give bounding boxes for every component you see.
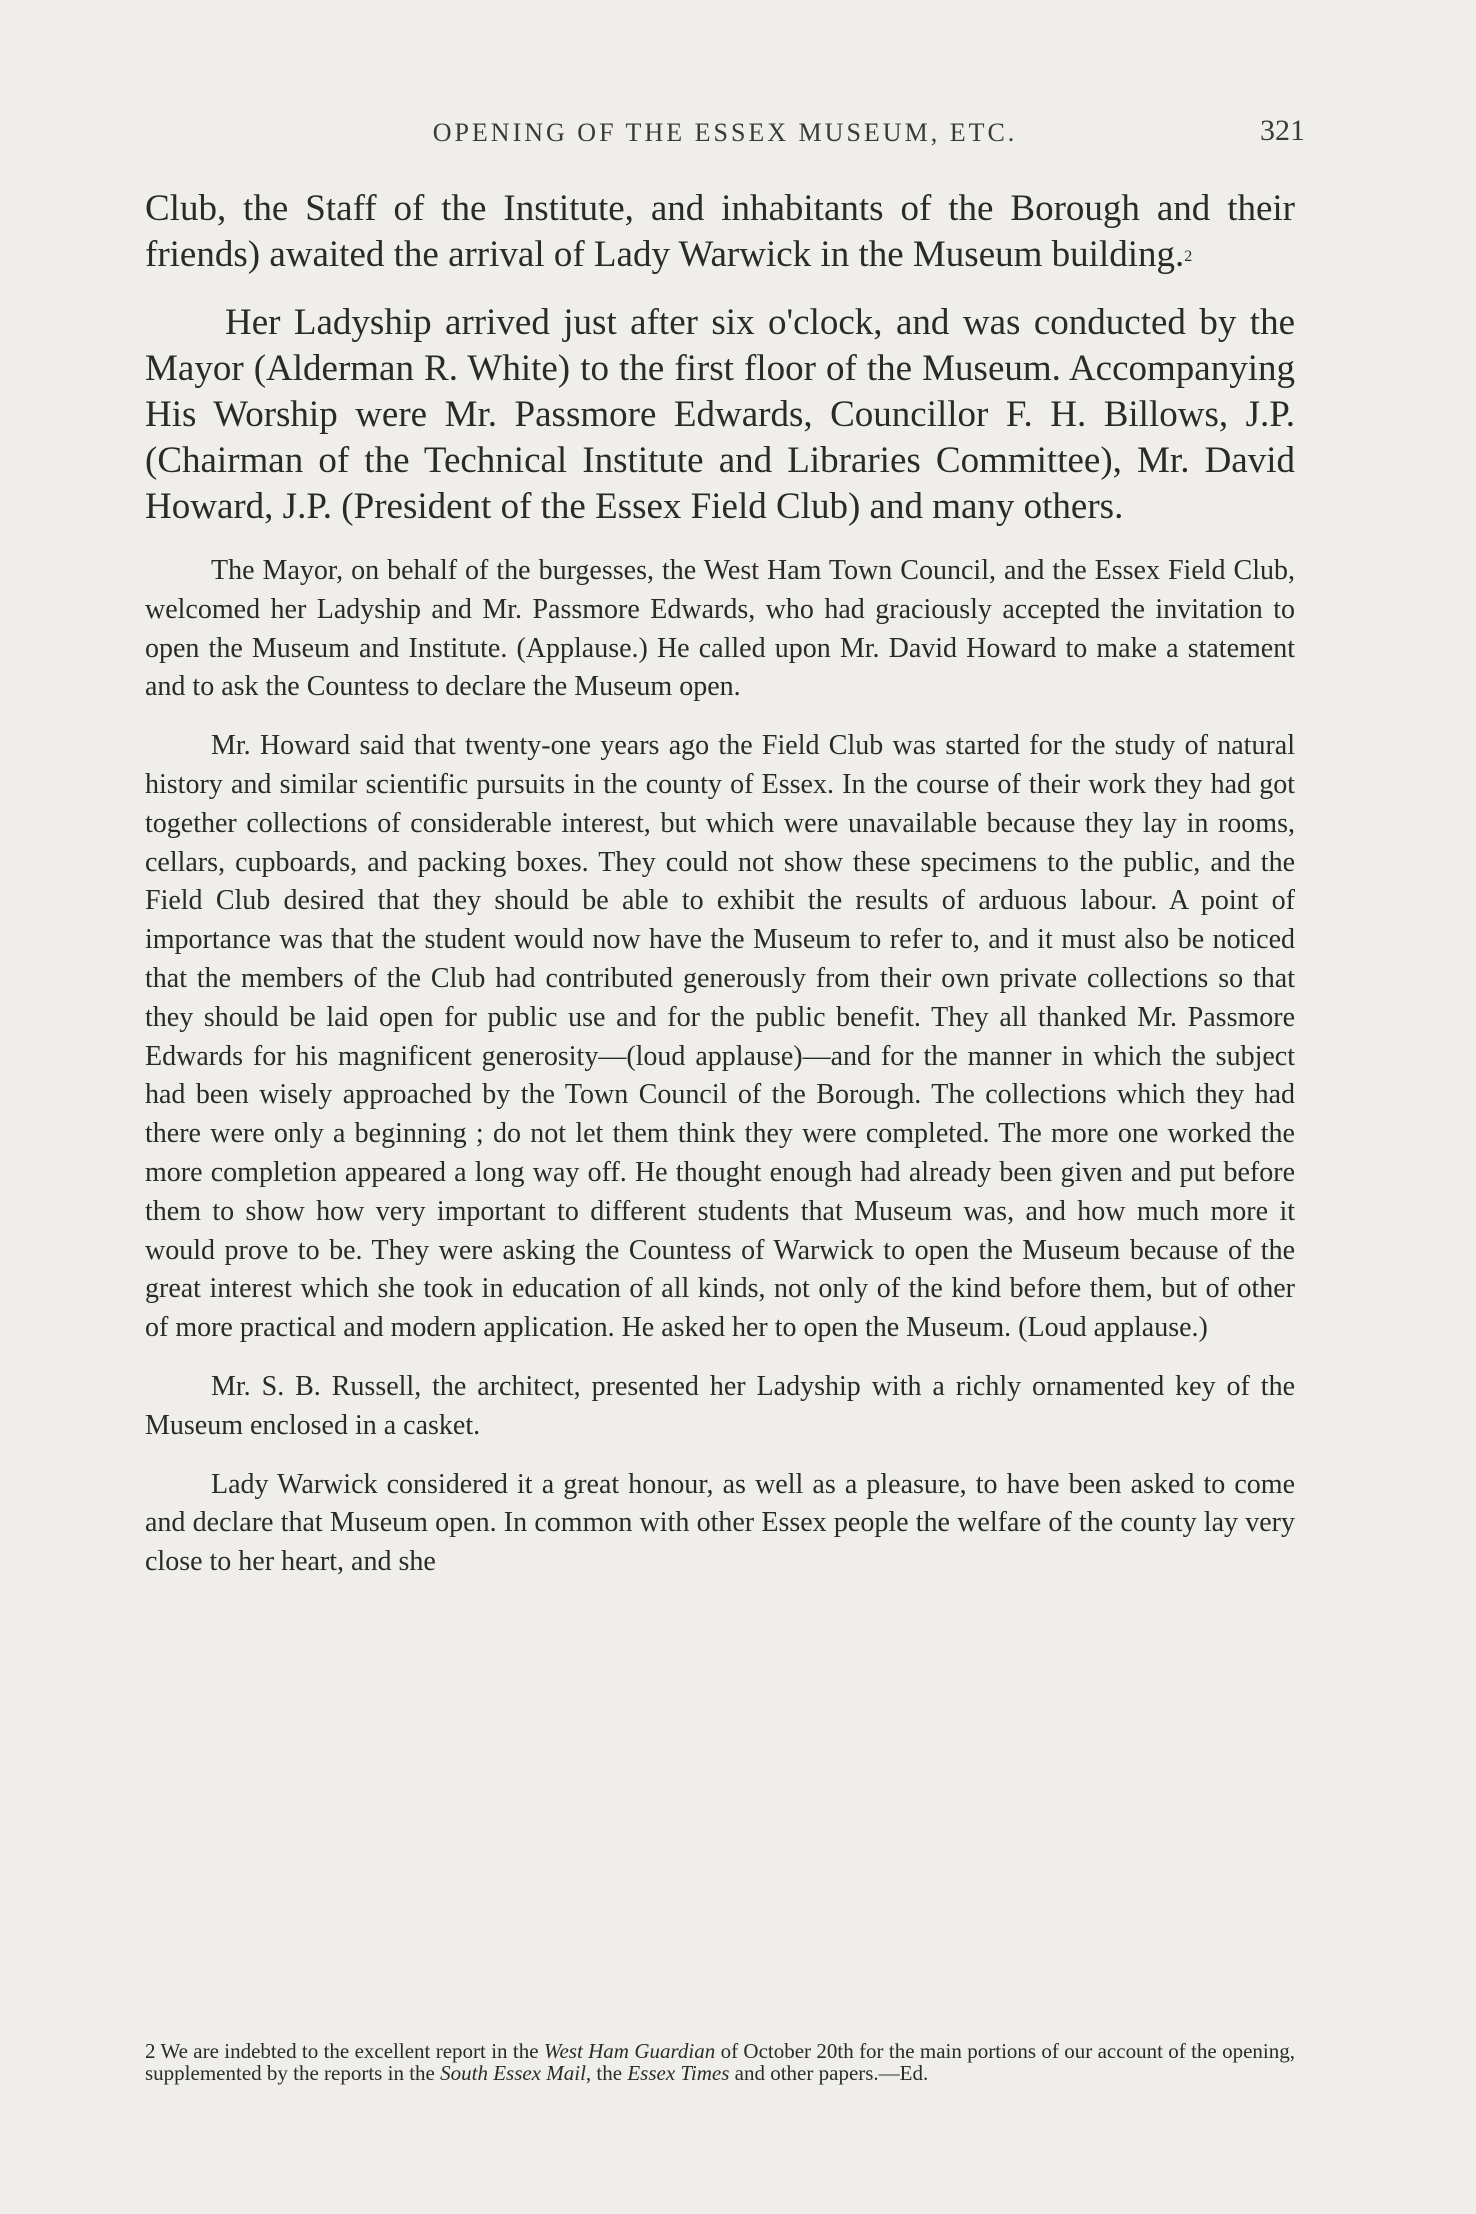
paragraph: Her Ladyship arrived just after six o'clock, and was conducted by the Mayor (Alderman R. White) to the first floor of the Museum. Accompanying His Worship were Mr. Passmore Edwards, Councillor F. H. Billows, J.P. (Chairman of the Technical Institute and Libraries Committee), Mr. David Howard, J.P. (President of the Essex Field Club) and many others. [145,302,1295,527]
paragraph: Mr. S. B. Russell, the architect, presented her Ladyship with a richly ornamented key of the Museum enclosed in a casket. [145,1370,1295,1441]
footnote-publication: South Essex Mail [440,2061,586,2085]
footnote-text: We are indebted to the excellent report in the [155,2039,544,2063]
page-body [145,186,1295,1582]
footnote-publication: Essex Times [627,2061,730,2085]
footnote [145,2040,1295,2084]
footnote-text: of October 20th for the main portions of our account of the opening, supplemented by the reports in the [145,2039,1295,2085]
footnote-text: and other papers.—Ed. [729,2061,929,2085]
paragraph: Lady Warwick considered it a great honour, as well as a pleasure, to have been asked to come and declare that Museum open. In common with other Essex people the welfare of the county lay very close to her heart, and she [145,1468,1295,1578]
footnote-text: , the [585,2061,628,2085]
paragraph: Mr. Howard said that twenty-one years ago the Field Club was started for the study of natural history and similar scientific pursuits in the county of Essex. In the course of their work they had got together collections of considerable interest, but which were unavailable because they lay in rooms, cellars, cupboards, and packing boxes. They could not show these specimens to the public, and the Field Club desired that they should be able to exhibit the results of arduous labour. A point of importance was that the student would now have the Museum to refer to, and it must also be noticed that the members of the Club had contributed generously from their own private collections so that they should be laid open for public use and for the public benefit. They all thanked Mr. Passmore Edwards for his magnificent generosity—(loud applause)—and for the manner in which the subject had been wisely approached by the Town Council of the Borough. The collections which they had there were only a beginning ; do not let them think they were completed. The more one worked the more completion appeared a long way off. He thought enough had already been given and put before them to show how very important to different students that Museum was, and how much more it would prove to be. They were asking the Countess of Warwick to open the Museum because of the great interest which she took in education of all kinds, not only of the kind before them, but of other of more practical and modern application. He asked her to open the Museum. (Loud applause.) [145,730,1295,1344]
footnote-publication: West Ham Guardian [543,2039,716,2063]
footnote-number: 2 [145,2039,156,2063]
paragraph-text: Club, the Staff of the Institute, and inhabitants of the Borough and their friends) awaited the arrival of Lady Warwick in the Museum building. [145,188,1295,275]
running-head: OPENING OF THE ESSEX MUSEUM, ETC. [432,118,1018,147]
page-header [145,114,1305,158]
large-type-section [145,186,1295,530]
footnote-reference: 2 [1184,248,1193,265]
paragraph: The Mayor, on behalf of the burgesses, the West Ham Town Council, and the Essex Field Club, welcomed her Ladyship and Mr. Passmore Edwards, who had graciously accepted the invitation to open the Museum and Institute. (Applause.) He called upon Mr. David Howard to make a statement and to ask the Countess to declare the Museum open. [145,555,1295,703]
page-number: 321 [1260,114,1305,147]
paragraph [145,186,1295,278]
small-type-section [145,552,1295,1582]
